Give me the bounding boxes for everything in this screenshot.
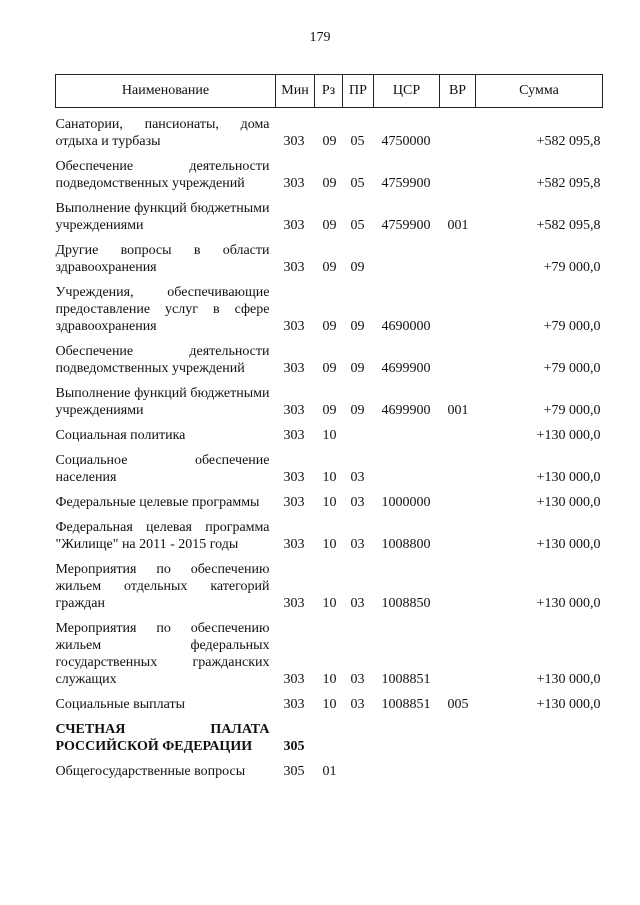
header-name: Наименование <box>56 75 276 108</box>
row-sum: +130 000,0 <box>536 596 601 611</box>
row-min: 305 <box>283 739 305 754</box>
header-min: Мин <box>276 75 315 108</box>
row-vr <box>440 108 476 151</box>
row-min: 305 <box>283 764 305 779</box>
row-rz: 10 <box>322 428 337 443</box>
row-name: Санатории, пансионаты, дома отдыха и турбазы <box>55 117 270 149</box>
row-name: СЧЕТНАЯ ПАЛАТА РОССИЙСКОЙ ФЕДЕРАЦИИ <box>55 722 270 754</box>
row-rz: 10 <box>322 537 337 552</box>
row-vr <box>440 419 476 444</box>
row-rz: 10 <box>322 697 337 712</box>
row-rz: 10 <box>322 495 337 510</box>
row-min: 303 <box>283 470 305 485</box>
row-vr: 001 <box>447 218 469 233</box>
row-vr <box>440 335 476 377</box>
table-row <box>56 713 603 755</box>
row-rz: 09 <box>322 361 337 376</box>
table-row <box>56 377 603 419</box>
table-header-row <box>56 75 603 108</box>
row-name: Федеральные целевые программы <box>55 495 260 510</box>
row-rz: 09 <box>322 319 337 334</box>
row-sum: +130 000,0 <box>536 697 601 712</box>
row-csr: 4699900 <box>381 403 431 418</box>
row-name: Учреждения, обеспечивающие предоставление услуг в сфере здравоохранения <box>55 285 270 334</box>
row-vr <box>440 486 476 511</box>
row-pr: 03 <box>350 495 365 510</box>
row-name: Другие вопросы в области здравоохранения <box>55 243 270 275</box>
row-rz: 09 <box>322 176 337 191</box>
row-sum: +79 000,0 <box>543 260 601 275</box>
row-min: 303 <box>283 218 305 233</box>
header-vr: ВР <box>440 75 476 108</box>
header-sum: Сумма <box>476 75 603 108</box>
row-min: 303 <box>283 596 305 611</box>
row-pr <box>343 755 374 780</box>
header-rz: Рз <box>315 75 343 108</box>
row-csr: 1000000 <box>381 495 431 510</box>
row-name: Социальное обеспечение населения <box>55 453 270 485</box>
row-csr: 1008851 <box>381 672 431 687</box>
row-rz <box>315 713 343 755</box>
table-row <box>56 553 603 612</box>
row-sum: +130 000,0 <box>536 428 601 443</box>
table-row <box>56 688 603 713</box>
row-pr: 03 <box>350 697 365 712</box>
row-csr <box>374 419 440 444</box>
row-name: Выполнение функций бюджетными учреждениями <box>55 201 270 233</box>
row-sum: +79 000,0 <box>543 361 601 376</box>
row-min: 303 <box>283 134 305 149</box>
row-rz: 09 <box>322 218 337 233</box>
table-row <box>56 511 603 553</box>
row-csr <box>374 713 440 755</box>
row-vr <box>440 234 476 276</box>
row-csr <box>374 755 440 780</box>
row-rz: 10 <box>322 470 337 485</box>
row-rz: 10 <box>322 596 337 611</box>
row-sum: +582 095,8 <box>536 218 601 233</box>
row-sum: +79 000,0 <box>543 319 601 334</box>
row-pr: 09 <box>350 361 365 376</box>
row-sum: +130 000,0 <box>536 495 601 510</box>
row-min: 303 <box>283 495 305 510</box>
row-min: 303 <box>283 428 305 443</box>
budget-table <box>55 74 603 780</box>
row-vr <box>440 612 476 688</box>
row-min: 303 <box>283 403 305 418</box>
row-sum <box>476 713 603 755</box>
row-min: 303 <box>283 672 305 687</box>
table-body <box>56 108 603 781</box>
table-row <box>56 276 603 335</box>
row-min: 303 <box>283 319 305 334</box>
row-pr: 05 <box>350 134 365 149</box>
row-vr <box>440 150 476 192</box>
row-sum <box>476 755 603 780</box>
row-name: Социальная политика <box>55 428 186 443</box>
row-rz: 09 <box>322 134 337 149</box>
row-pr: 09 <box>350 403 365 418</box>
row-pr <box>343 419 374 444</box>
row-name: Мероприятия по обеспечению жильем отдельных категорий граждан <box>55 562 270 611</box>
page-number: 179 <box>309 30 331 45</box>
row-csr: 4690000 <box>381 319 431 334</box>
row-sum: +130 000,0 <box>536 537 601 552</box>
row-rz: 09 <box>322 403 337 418</box>
table-row <box>56 419 603 444</box>
row-vr <box>440 553 476 612</box>
row-rz: 01 <box>322 764 337 779</box>
header-pr: ПР <box>343 75 374 108</box>
row-min: 303 <box>283 537 305 552</box>
row-pr: 03 <box>350 470 365 485</box>
table-row <box>56 150 603 192</box>
row-csr: 4699900 <box>381 361 431 376</box>
row-sum: +79 000,0 <box>543 403 601 418</box>
row-csr: 4759900 <box>381 218 431 233</box>
row-vr <box>440 713 476 755</box>
row-name: Выполнение функций бюджетными учреждениями <box>55 386 270 418</box>
row-name: Социальные выплаты <box>55 697 186 712</box>
row-pr <box>343 713 374 755</box>
row-sum: +582 095,8 <box>536 134 601 149</box>
row-sum: +582 095,8 <box>536 176 601 191</box>
row-sum: +130 000,0 <box>536 672 601 687</box>
row-vr <box>440 755 476 780</box>
row-csr <box>374 444 440 486</box>
table-row <box>56 192 603 234</box>
row-min: 303 <box>283 260 305 275</box>
row-pr: 09 <box>350 319 365 334</box>
row-name: Мероприятия по обеспечению жильем федеральных государственных гражданских служащих <box>55 621 270 687</box>
row-name: Обеспечение деятельности подведомственных учреждений <box>55 344 270 376</box>
row-rz: 10 <box>322 672 337 687</box>
row-vr: 001 <box>447 403 469 418</box>
row-csr: 1008850 <box>381 596 431 611</box>
header-csr: ЦСР <box>374 75 440 108</box>
row-pr: 03 <box>350 672 365 687</box>
row-pr: 09 <box>350 260 365 275</box>
table-row <box>56 444 603 486</box>
table-row <box>56 612 603 688</box>
row-sum: +130 000,0 <box>536 470 601 485</box>
row-min: 303 <box>283 697 305 712</box>
row-csr: 1008851 <box>381 697 431 712</box>
table-row <box>56 335 603 377</box>
row-min: 303 <box>283 176 305 191</box>
row-rz: 09 <box>322 260 337 275</box>
row-pr: 03 <box>350 537 365 552</box>
table-row <box>56 486 603 511</box>
row-vr <box>440 511 476 553</box>
row-vr <box>440 444 476 486</box>
row-vr: 005 <box>447 697 469 712</box>
row-csr <box>374 234 440 276</box>
table-row <box>56 234 603 276</box>
row-pr: 05 <box>350 176 365 191</box>
row-min: 303 <box>283 361 305 376</box>
row-csr: 1008800 <box>381 537 431 552</box>
row-name: Обеспечение деятельности подведомственных учреждений <box>55 159 270 191</box>
row-name: Федеральная целевая программа "Жилище" на 2011 - 2015 годы <box>55 520 270 552</box>
row-csr: 4750000 <box>381 134 431 149</box>
table-row <box>56 108 603 151</box>
row-csr: 4759900 <box>381 176 431 191</box>
table-row <box>56 755 603 780</box>
row-vr <box>440 276 476 335</box>
row-pr: 05 <box>350 218 365 233</box>
row-pr: 03 <box>350 596 365 611</box>
row-name: Общегосударственные вопросы <box>55 764 246 779</box>
